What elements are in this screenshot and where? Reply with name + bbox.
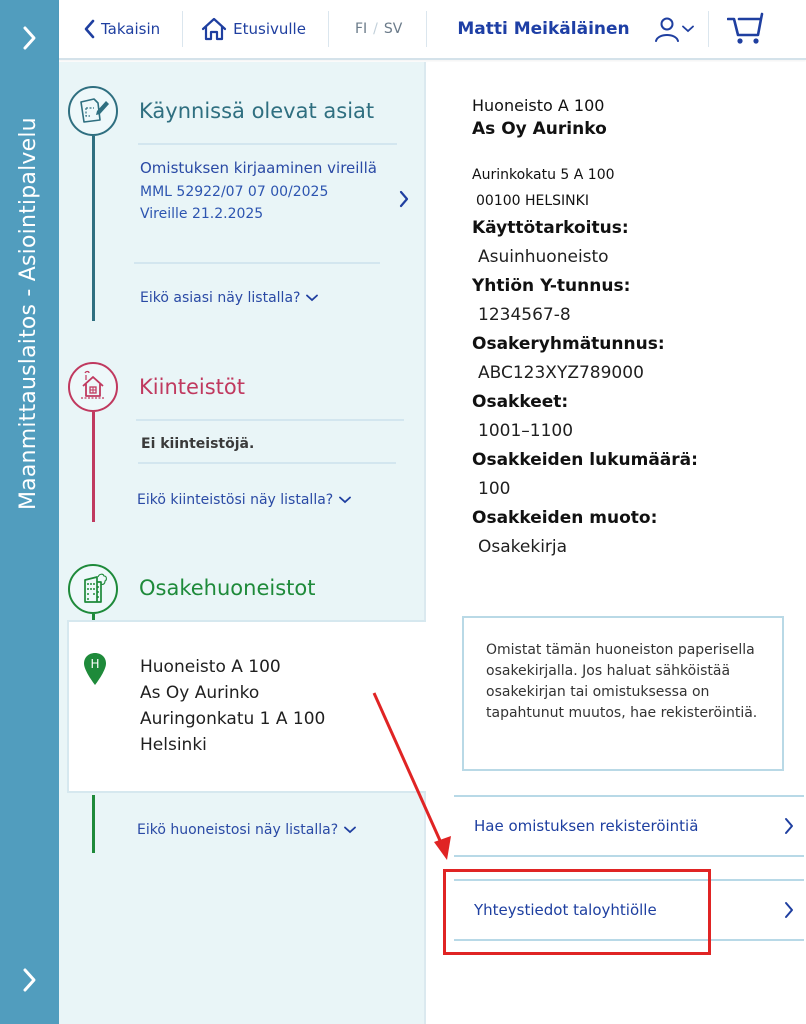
- divider: [136, 419, 404, 421]
- apartment-summary: [140, 654, 325, 758]
- properties-title: Kiinteistöt: [139, 375, 245, 399]
- properties-section-icon: [68, 362, 118, 412]
- house-icon: [76, 370, 110, 404]
- expand-sidebar-bottom-button[interactable]: [0, 950, 59, 1010]
- detail-value: Asuinhuoneisto: [478, 247, 609, 267]
- header-divider: [708, 11, 709, 47]
- detail-company: As Oy Aurinko: [472, 119, 607, 139]
- back-label: Takaisin: [101, 20, 161, 38]
- apartment-line: As Oy Aurinko: [140, 683, 260, 703]
- document-edit-icon: [76, 96, 110, 126]
- side-rail: [0, 0, 59, 1024]
- ownership-info-box: Omistat tämän huoneiston paperisella osakekirjalla. Jos haluat sähköistää osakekirjan tai omistuksessa on tapahtunut muutos, hae rekisteröintiä.: [462, 616, 784, 771]
- cart-icon: [727, 12, 765, 46]
- cart-button[interactable]: [727, 12, 765, 46]
- detail-value: 1234567-8: [478, 305, 571, 325]
- detail-label: Osakeryhmätunnus:: [472, 334, 665, 354]
- case-reference: MML 52922/07 07 00/2025: [140, 184, 329, 200]
- home-label: Etusivulle: [233, 20, 306, 38]
- apartment-details: [472, 95, 698, 559]
- expand-sidebar-button[interactable]: [0, 8, 59, 68]
- apartments-not-listed-label: Eikö huoneistosi näy listalla?: [137, 822, 339, 838]
- chevron-right-icon: [22, 967, 38, 993]
- cases-section-icon: [68, 86, 118, 136]
- properties-not-listed-toggle[interactable]: [137, 492, 351, 508]
- apartments-timeline-bottom: [92, 795, 95, 853]
- language-switcher: [355, 21, 402, 37]
- apartments-title: Osakehuoneistot: [139, 576, 316, 600]
- detail-apartment: Huoneisto A 100: [472, 96, 605, 115]
- detail-label: Yhtiön Y-tunnus:: [472, 276, 631, 296]
- header-divider: [328, 11, 329, 47]
- apartment-line: Huoneisto A 100: [140, 657, 281, 677]
- chevron-right-icon: [784, 901, 794, 919]
- home-button[interactable]: [201, 17, 306, 41]
- case-item[interactable]: [140, 158, 420, 225]
- lang-separator: /: [373, 21, 378, 37]
- back-button[interactable]: [83, 19, 160, 39]
- properties-not-listed-label: Eikö kiinteistösi näy listalla?: [137, 492, 334, 508]
- user-icon: [654, 16, 680, 42]
- detail-address-line1: Aurinkokatu 5 A 100: [472, 167, 615, 183]
- chevron-right-icon: [22, 25, 38, 51]
- lang-sv[interactable]: SV: [383, 21, 403, 37]
- properties-empty-text: Ei kiinteistöjä.: [141, 436, 255, 452]
- apartment-line: Helsinki: [140, 735, 207, 755]
- home-icon: [201, 17, 227, 41]
- chevron-down-icon: [306, 294, 318, 302]
- user-name-link[interactable]: Matti Meikäläinen: [457, 19, 630, 39]
- chevron-right-icon: [399, 190, 409, 208]
- top-header: [59, 0, 806, 60]
- user-menu-button[interactable]: [654, 16, 694, 42]
- service-title: Maanmittauslaitos - Asiointipalvelu: [16, 117, 41, 510]
- detail-label: Osakkeiden lukumäärä:: [472, 450, 698, 470]
- apply-registration-link[interactable]: [454, 795, 804, 857]
- contact-info-label: Yhteystiedot taloyhtiölle: [474, 901, 657, 919]
- contact-info-housing-company-link[interactable]: [454, 879, 804, 941]
- detail-value: 100: [478, 479, 511, 499]
- divider: [138, 462, 396, 464]
- chevron-down-icon: [339, 496, 351, 504]
- apartment-details-panel: [428, 62, 806, 1024]
- apply-registration-label: Hae omistuksen rekisteröintiä: [474, 817, 699, 835]
- detail-label: Osakkeet:: [472, 392, 569, 412]
- chevron-down-icon: [682, 25, 694, 33]
- divider: [134, 262, 380, 264]
- header-divider: [426, 11, 427, 47]
- detail-label: Osakkeiden muoto:: [472, 508, 658, 528]
- cases-title: Käynnissä olevat asiat: [139, 99, 375, 123]
- case-title: Omistuksen kirjaaminen vireillä: [140, 159, 377, 177]
- chevron-right-icon: [784, 817, 794, 835]
- case-open-chevron[interactable]: [399, 190, 409, 212]
- chevron-left-icon: [83, 19, 95, 39]
- detail-label: Käyttötarkoitus:: [472, 218, 629, 238]
- chevron-down-icon: [344, 826, 356, 834]
- map-pin-icon: [83, 652, 107, 690]
- cases-timeline: [92, 136, 95, 321]
- apartments-not-listed-toggle[interactable]: [137, 822, 356, 838]
- divider: [138, 143, 397, 145]
- case-date: Vireille 21.2.2025: [140, 206, 264, 222]
- cases-not-listed-toggle[interactable]: [140, 290, 318, 306]
- detail-value: ABC123XYZ789000: [478, 363, 644, 383]
- detail-value: Osakekirja: [478, 537, 568, 557]
- properties-timeline: [92, 412, 95, 522]
- cases-not-listed-label: Eikö asiasi näy listalla?: [140, 290, 301, 306]
- apartments-section-icon: [68, 564, 118, 614]
- detail-address-line2: 00100 HELSINKI: [476, 193, 589, 209]
- apartment-line: Auringonkatu 1 A 100: [140, 709, 326, 729]
- detail-value: 1001–1100: [478, 421, 574, 441]
- apartment-building-icon: [76, 572, 110, 606]
- lang-fi[interactable]: FI: [354, 21, 368, 37]
- apartment-list-item[interactable]: [67, 620, 426, 793]
- header-divider: [182, 11, 183, 47]
- overview-panel: [59, 62, 426, 1024]
- svg-text:H: H: [90, 657, 100, 671]
